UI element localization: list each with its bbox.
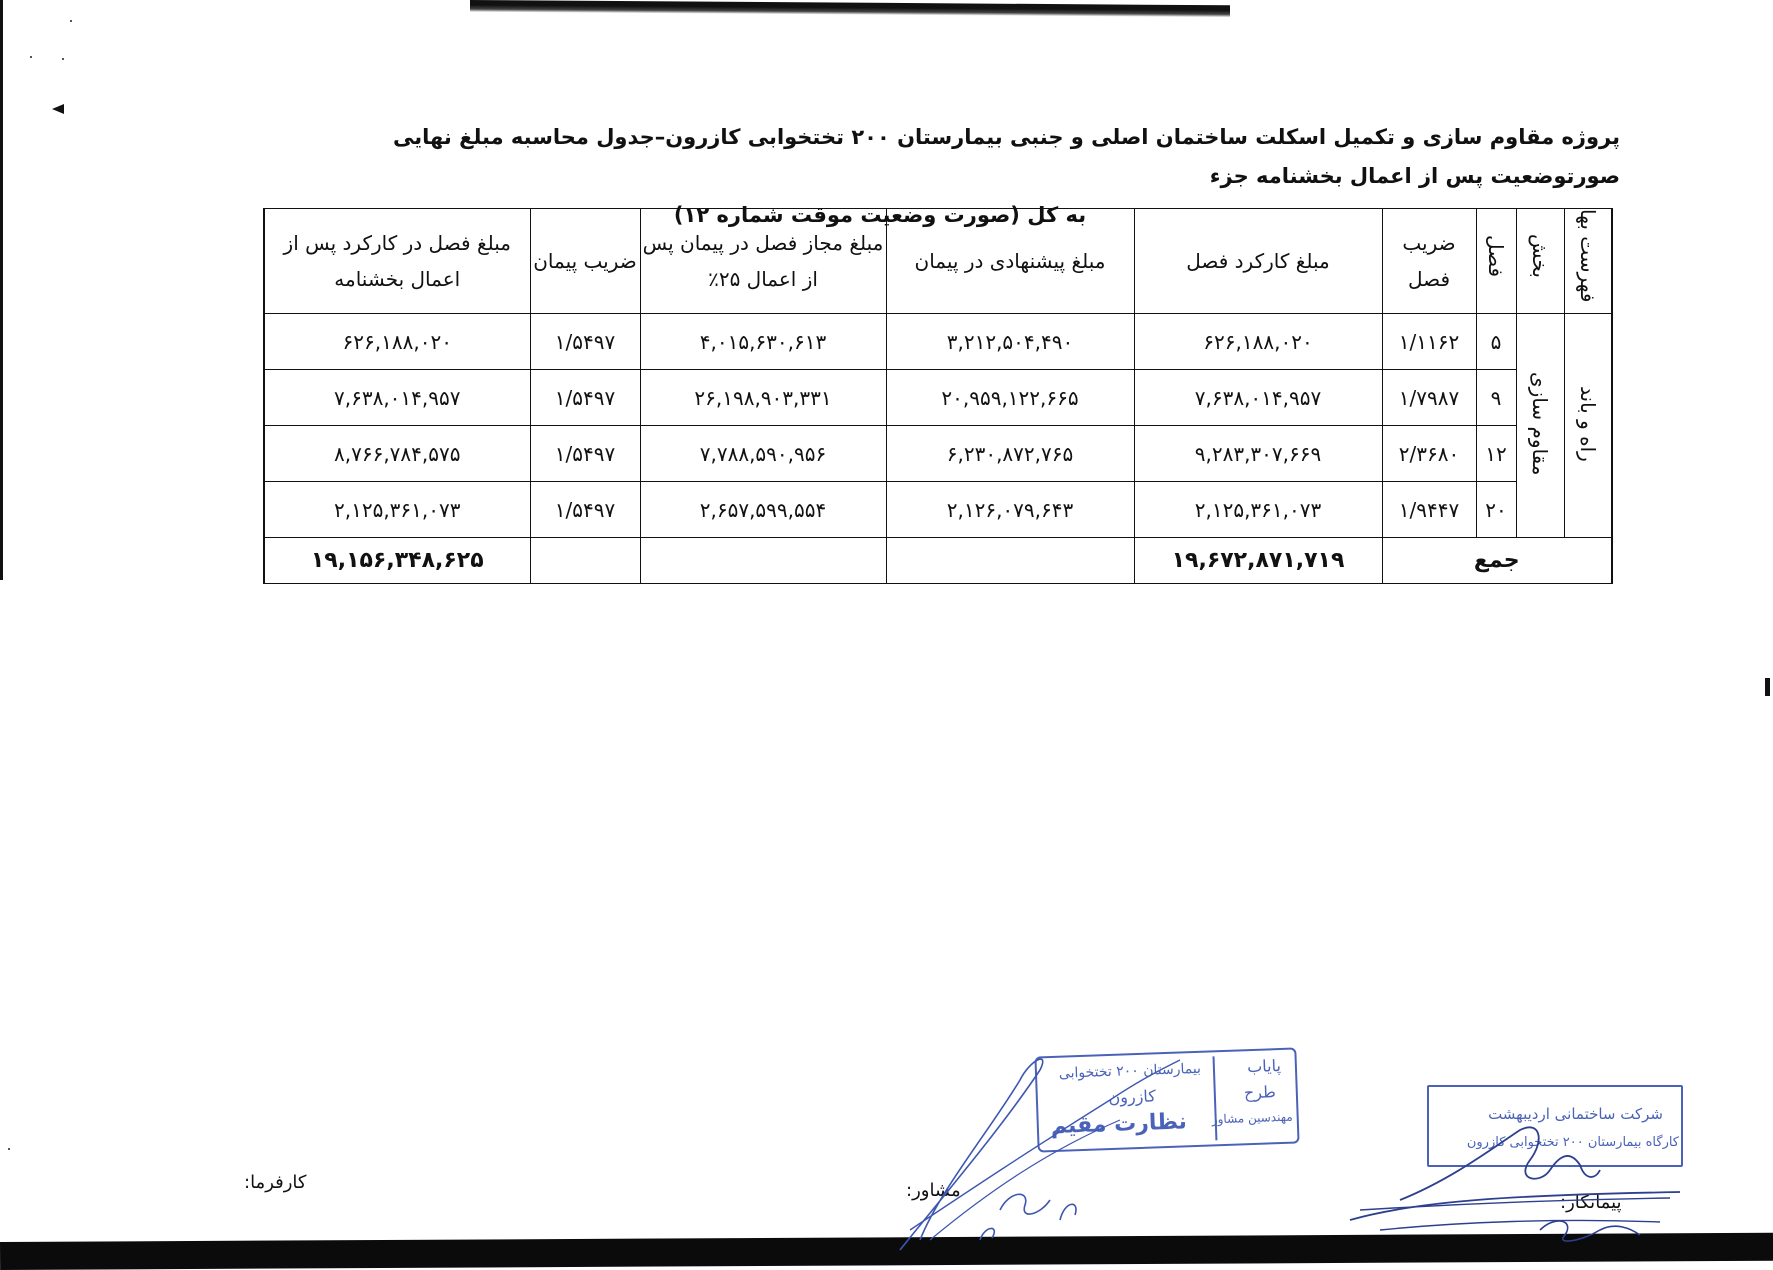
final-amount-cell: ۸,۷۶۶,۷۸۴,۵۷۵ — [264, 426, 530, 482]
employer-label: کارفرما: — [244, 1172, 307, 1193]
scan-edge-top — [470, 0, 1230, 17]
chapter-cell: ۱۲ — [1476, 426, 1516, 482]
price-list-cell: راه و باند — [1564, 314, 1612, 538]
scan-mark-right — [1765, 678, 1770, 696]
chapter-cell: ۲۰ — [1476, 482, 1516, 538]
header-chapter-work-amount: مبلغ کارکرد فصل — [1134, 209, 1382, 314]
allowed-amount-cell: ۷,۷۸۸,۵۹۰,۹۵۶ — [640, 426, 886, 482]
allowed-amount-cell: ۴,۰۱۵,۶۳۰,۶۱۳ — [640, 314, 886, 370]
scan-speck — [62, 58, 64, 60]
consultant-label: مشاور: — [906, 1180, 961, 1201]
chapter-cell: ۹ — [1476, 370, 1516, 426]
scan-speck — [30, 56, 32, 58]
total-empty-cell — [886, 538, 1134, 584]
total-row — [264, 538, 1612, 584]
title-line-1: پروژه مقاوم سازی و تکمیل اسکلت ساختمان اصلی و جنبی بیمارستان ۲۰۰ تختخوابی کازرون–جدول محاسبه مبلغ نهایی صورتوضعیت پس از اعمال بخشنامه جزء — [393, 125, 1620, 188]
chapter-coef-cell: ۱/۱۱۶۲ — [1382, 314, 1476, 370]
header-proposed-amount: مبلغ پیشنهادی در پیمان — [886, 209, 1134, 314]
chapter-coef-cell: ۲/۳۶۸۰ — [1382, 426, 1476, 482]
stamp-line: شرکت ساختمانی اردیبهشت — [1488, 1105, 1663, 1123]
table-row — [264, 314, 1612, 370]
section-cell: مقاوم سازی — [1516, 314, 1564, 538]
proposed-amount-cell: ۳,۲۱۲,۵۰۴,۴۹۰ — [886, 314, 1134, 370]
contract-coef-cell: ۱/۵۴۹۷ — [530, 314, 640, 370]
header-contract-coef: ضریب پیمان — [530, 209, 640, 314]
proposed-amount-cell: ۲,۱۲۶,۰۷۹,۶۴۳ — [886, 482, 1134, 538]
proposed-amount-cell: ۶,۲۳۰,۸۷۲,۷۶۵ — [886, 426, 1134, 482]
contract-coef-cell: ۱/۵۴۹۷ — [530, 426, 640, 482]
stamp-line: طرح — [1243, 1082, 1277, 1103]
calculation-table — [263, 208, 1613, 584]
scan-speck — [70, 20, 72, 22]
contractor-label: پیمانکار: — [1560, 1192, 1622, 1213]
stamp-line: پایاب — [1246, 1056, 1282, 1077]
final-amount-cell: ۷,۶۳۸,۰۱۴,۹۵۷ — [264, 370, 530, 426]
stamp-line: کارگاه بیمارستان ۲۰۰ تختخوابی کازرون — [1466, 1135, 1679, 1150]
margin-arrow-mark — [52, 104, 64, 114]
chapter-work-amount-cell: ۹,۲۸۳,۳۰۷,۶۶۹ — [1134, 426, 1382, 482]
stamp-line: کازرون — [1108, 1086, 1157, 1108]
contract-coef-cell: ۱/۵۴۹۷ — [530, 370, 640, 426]
table-row — [264, 426, 1612, 482]
total-chapter-work-amount: ۱۹,۶۷۲,۸۷۱,۷۱۹ — [1134, 538, 1382, 584]
table-row — [264, 482, 1612, 538]
header-row — [264, 209, 1612, 314]
chapter-work-amount-cell: ۲,۱۲۵,۳۶۱,۰۷۳ — [1134, 482, 1382, 538]
stamp-divider — [1213, 1056, 1218, 1140]
header-section: بخش — [1516, 209, 1564, 314]
allowed-amount-cell: ۲۶,۱۹۸,۹۰۳,۳۳۱ — [640, 370, 886, 426]
stamp-line: بیمارستان ۲۰۰ تختخوابی — [1058, 1060, 1202, 1082]
header-price-list: فهرست بها — [1564, 209, 1612, 314]
scan-speck — [8, 1148, 10, 1150]
chapter-coef-cell: ۱/۷۹۸۷ — [1382, 370, 1476, 426]
consultant-signature — [880, 1040, 1200, 1260]
stamp-bold-line: نظارت مقیم — [1050, 1109, 1188, 1140]
proposed-amount-cell: ۲۰,۹۵۹,۱۲۲,۶۶۵ — [886, 370, 1134, 426]
header-allowed-amount: مبلغ مجاز فصل در پیمان پس از اعمال ۲۵٪ — [640, 209, 886, 314]
contractor-signature — [1340, 1110, 1690, 1250]
total-empty-cell — [530, 538, 640, 584]
total-final-amount: ۱۹,۱۵۶,۳۴۸,۶۲۵ — [264, 538, 530, 584]
final-amount-cell: ۲,۱۲۵,۳۶۱,۰۷۳ — [264, 482, 530, 538]
header-chapter-coef: ضریب فصل — [1382, 209, 1476, 314]
total-label: جمع — [1382, 538, 1612, 584]
chapter-work-amount-cell: ۶۲۶,۱۸۸,۰۲۰ — [1134, 314, 1382, 370]
stamp-line: مهندسین مشاور — [1211, 1109, 1293, 1127]
chapter-work-amount-cell: ۷,۶۳۸,۰۱۴,۹۵۷ — [1134, 370, 1382, 426]
table-row — [264, 370, 1612, 426]
total-empty-cell — [640, 538, 886, 584]
final-amount-cell: ۶۲۶,۱۸۸,۰۲۰ — [264, 314, 530, 370]
header-final-amount: مبلغ فصل در کارکرد پس از اعمال بخشنامه — [264, 209, 530, 314]
scan-edge-left — [0, 0, 3, 580]
allowed-amount-cell: ۲,۶۵۷,۵۹۹,۵۵۴ — [640, 482, 886, 538]
header-chapter: فصل — [1476, 209, 1516, 314]
chapter-cell: ۵ — [1476, 314, 1516, 370]
contract-coef-cell: ۱/۵۴۹۷ — [530, 482, 640, 538]
chapter-coef-cell: ۱/۹۴۴۷ — [1382, 482, 1476, 538]
title-line-2: به کل (صورت وضعیت موقت شماره ۱۲) — [673, 203, 1087, 227]
